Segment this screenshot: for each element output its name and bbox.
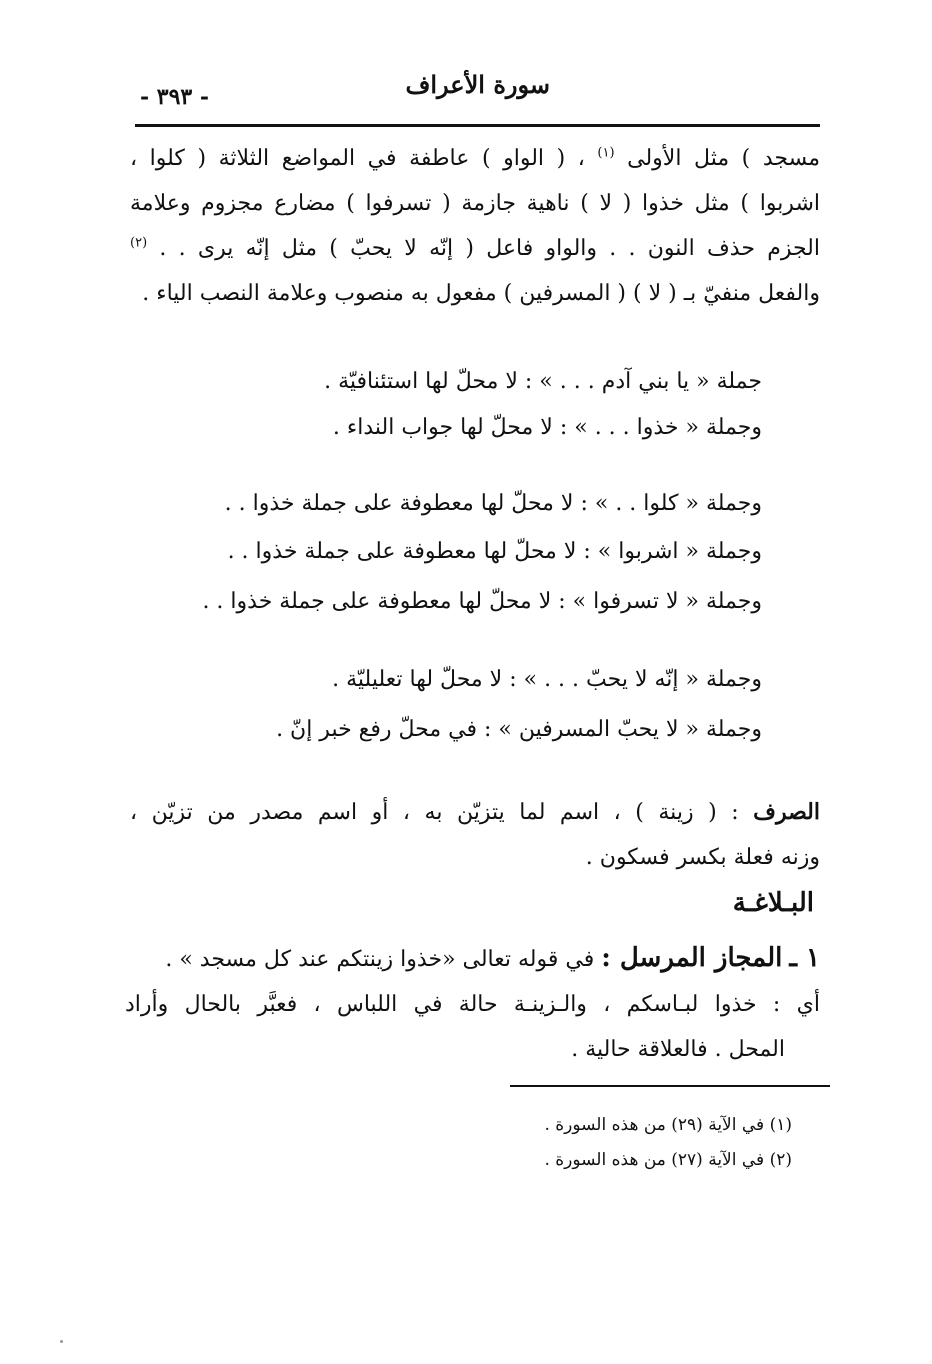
intro-line-1-text-a: مسجد ) مثل الأولى [614,146,821,171]
intro-paragraph [130,136,820,316]
scan-speck [60,1340,63,1343]
sentence-3: وجملة « كلوا . . » : لا محلّ لها معطوفة على جملة خذوا . . [224,491,762,516]
intro-line-4: والفعل منفيّ بـ ( لا ) ( المسرفين ) مفعول به منصوب وعلامة النصب الياء . [142,281,820,306]
footnote-divider [510,1085,830,1087]
balagha-line-2: أي : خذوا لبـاسكم ، والـزينـة حالة في اللباس ، فعبَّر بالحال وأراد [125,992,820,1017]
footnote-1: (١) في الآية (٢٩) من هذه السورة . [544,1115,792,1135]
footnote-2: (٢) في الآية (٢٧) من هذه السورة . [544,1150,792,1170]
sentence-2: وجملة « خذوا . . . » : لا محلّ لها جواب النداء . [332,415,762,440]
balagha-item-title: المجاز المرسل : [601,943,783,973]
sentence-4: وجملة « اشربوا » : لا محلّ لها معطوفة على جملة خذوا . . [227,539,762,564]
balagha-item-1 [165,938,820,980]
sarf-label: الصرف [753,799,820,825]
balagha-line-3: المحل . فالعلاقة حالية . [571,1037,785,1062]
intro-line-1-text-b: ، ( الواو ) عاطفة في المواضع الثلاثة ( كلوا ، [130,146,598,171]
footnote-marker-2: (٢) [130,235,148,251]
sentence-7: وجملة « لا يحبّ المسرفين » : في محلّ رفع خبر إنّ . [276,717,762,742]
surah-title: سورة الأعراف [405,70,550,99]
sarf-line-1-text: : ( زينة ) ، اسم لما يتزيّن به ، أو اسم مصدر من تزيّن ، [130,800,754,825]
intro-line-1 [130,136,820,181]
header-divider [135,124,820,127]
balagha-explanation [125,982,820,1072]
balagha-item-text: في قوله تعالى «خذوا زينتكم عند كل مسجد » . [165,947,602,972]
sentence-6: وجملة « إنّه لا يحبّ . . . » : لا محلّ لها تعليليّة . [332,667,762,692]
page-header [130,70,820,120]
sarf-line-1 [130,790,820,835]
sentence-5: وجملة « لا تسرفوا » : لا محلّ لها معطوفة على جملة خذوا . . [202,589,762,614]
sentence-1: جملة « يا بني آدم . . . » : لا محلّ لها استئنافيّة . [324,369,762,394]
footnote-marker-1: (١) [597,145,615,161]
sarf-line-2: وزنه فعلة بكسر فسكون . [585,845,820,870]
intro-line-3-text: الجزم حذف النون . . والواو فاعل ( إنّه لا يحبّ ) مثل إنّه يرى . . [147,236,820,261]
balagha-heading: البـلاغـة [732,888,814,918]
intro-line-2: اشربوا ) مثل خذوا ( لا ) ناهية جازمة ( تسرفوا ) مضارع مجزوم وعلامة [130,191,820,216]
sarf-paragraph [130,790,820,880]
balagha-item-number: ١ ـ [789,943,820,973]
page-number: - ٣٩٣ - [140,84,210,110]
intro-line-3 [130,226,820,271]
